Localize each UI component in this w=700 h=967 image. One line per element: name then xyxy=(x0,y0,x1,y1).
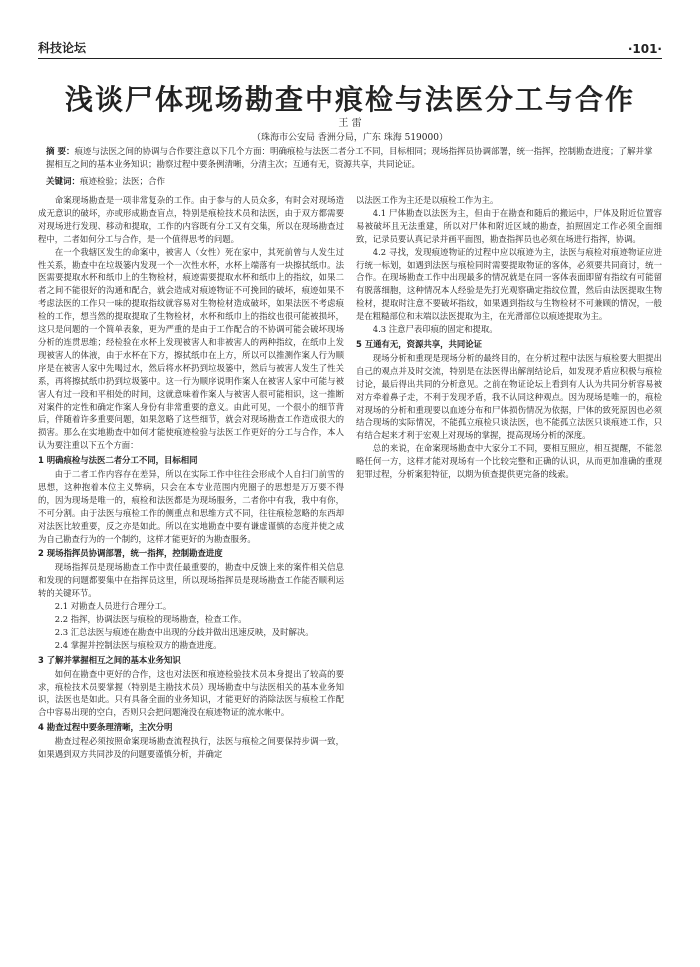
subsection-item: 2.2 指挥，协调法医与痕检的现场勘查，检查工作。 xyxy=(54,614,247,624)
paragraph: 4.2 寻找，发现痕迹物证的过程中应以痕迹为主，法医与痕检对痕迹物证应进行统一标划，如遇到法医与痕检同时需要提取物证的客体，必须要共同商讨，统一合作。在现场勘查工作中出现最多的情况就是在同一客体表面即留有指纹有可能留有脱落细胞，这种情况本人经验是先打光观察确定指纹位置，然后由法医提取生物检材，提取时注意不要破坏指纹，如果遇到指纹与生物检材不可兼顾的情况，一般是在粗糙部位和末端以法医提取为主，在光滑部位以痕迹提取为主。 xyxy=(356,246,662,322)
abstract xyxy=(46,146,654,172)
keywords xyxy=(46,176,654,189)
section-heading: 4 勘查过程中要条理清晰，主次分明 xyxy=(38,722,173,733)
header-rule xyxy=(38,58,662,59)
paragraph: 4.3 注意尸表印痕的固定和提取。 xyxy=(372,324,498,335)
section-heading: 1 明确痕检与法医二者分工不同，目标相同 xyxy=(38,455,198,466)
keywords-label: 关键词： xyxy=(46,177,81,187)
subsection-item: 2.1 对勘查人员进行合理分工。 xyxy=(54,601,172,612)
paragraph: 由于二者工作内容存在差异，所以在实际工作中往往会形成个人自扫门前雪的思想，这种抱着本位主义弊病，只会在本专业范围内兜圈子的思想是万万要不得的，因为现场是唯一的，痕检和法医都是为现场服务，二者你中有我，我中有你，不可分割。由于法医与痕检工作的侧重点和思维方式不同，往往痕检忽略的东西却对法医比较重要，反之亦是如此。所以在实地勘查中要有谦虚谨慎的态度并使之成为自己勘查行为的一个制约，这样才能更好的为勘查服务。 xyxy=(38,469,344,544)
keywords-text: 痕迹检验；法医；合作 xyxy=(80,177,166,187)
section-heading: 3 了解并掌握相互之间的基本业务知识 xyxy=(38,654,181,665)
paragraph: 现场分析和重现是现场分析的最终目的，在分析过程中法医与痕检要大胆提出自己的观点并及时交流，特别是在法医得出解剖结论后，如发现矛盾应积极与痕检讨论，最后得出共同的分析意见。之前在物证论坛上看到有人认为共同分析容易被对方牵着鼻子走，不利于发现矛盾，我不认同这种观点。因为现场是唯一的，痕检对现场的分析和重现要以血迹分布和尸体损伤情况为依据，尸体的致死原因也必须结合现场的实际情况，不能孤立痕检只谈法医，也不能孤立法医只谈痕迹工作，只有结合起来才利于宏观上对现场的掌握，提高现场分析的深度。 xyxy=(356,352,662,441)
subsection-item: 2.3 汇总法医与痕迹在勘查中出现的分歧并做出迅速反映，及时解决。 xyxy=(54,626,314,637)
article-title: 浅谈尸体现场勘查中痕检与法医分工与合作 xyxy=(64,83,635,116)
subsection-item: 2.4 掌握并控制法医与痕检双方的勘查进度。 xyxy=(54,639,222,650)
author: 王 雷 xyxy=(338,118,362,129)
body-column-right xyxy=(356,194,662,481)
section-heading: 5 互通有无，资源共享，共同论证 xyxy=(356,338,482,349)
paragraph: 在一个我辖区发生的命案中，被害人（女性）死在家中，其死前曾与人发生过性关系，勘查中在垃圾篓内发现一个一次性水杯，水杯上端落有一块擦拭纸巾。法医需要提取水杯和纸巾上的生物检材，痕迹需要提取水杯和纸巾上的指纹，如果二者之间不能很好的沟通和配合，就会造成对痕迹物证不可挽回的破坏，痕迹如果不考虑法医的工作只一味的提取指纹就容易对生物检材造成破坏，如果法医不考虑痕检的工作，想当然的提取提取了生物检材，水杯和纸巾上的指纹也很可能被损坏，这只是问题的一个简单表象，更为严重的是由于工作配合的不协调可能会破坏现场分析的连贯思维；经检验在水杯上发现被害人和非被害人的两种指纹，在纸巾上发现被害人的体液，由于水杯在下方，擦拭纸巾在上方，所以可以推测作案人行为顺序是在被害人家中先喝过水，然后将水杯扔到垃圾篓中，然后与被害人发生了性关系，再将擦拭纸巾扔到垃圾篓中。这一行为顺序说明作案人在被害人家中可能与被害人有过一段和平相处的时间，这就意味着作案人与被害人很可能相识，这一推断对案件的定性和确定作案人身份有非常重要的意义。由此可见，一个很小的细节背后，伴随着许多重要问题，如果忽略了这些细节，就会对现场勘查工作造成很大的损害。那么在实地勘查中如何才能使痕迹检验与法医工作更好的分工与合作，本人认为要注重以下五个方面： xyxy=(38,246,344,451)
paragraph: 勘查过程必须按照命案现场勘查流程执行，法医与痕检之间要保持步调一致，如果遇到双方共同涉及的问题要谨慎分析，并确定 xyxy=(38,736,344,760)
paragraph: 以法医工作为主还是以痕检工作为主。 xyxy=(356,195,499,205)
abstract-label: 摘 要： xyxy=(46,147,75,157)
affiliation: （珠海市公安局 香洲分局，广东 珠海 519000） xyxy=(252,133,448,143)
paragraph: 现场指挥员是现场勘查工作中责任最重要的，勘查中反馈上来的案件相关信息和发现的问题都要集中在指挥员这里，所以现场指挥员是现场勘查工作能否顺利运转的关键环节。 xyxy=(38,562,344,599)
abstract-text: 痕迹与法医之间的协调与合作要注意以下几个方面：明确痕检与法医二者分工不同，目标相同；现场指挥员协调部署，统一指挥，控制勘查进度；了解并掌握相互之间的基本业务知识；勘察过程中要条例清晰，分清主次；互通有无，资源共享，共同论证。 xyxy=(46,147,653,170)
running-head xyxy=(38,36,662,56)
paragraph: 总的来说，在命案现场勘查中大家分工不同，要相互照应，相互提醒，不能忽略任何一方，这样才能对现场有一个比较完整和正确的认识，从而更加准确的重现犯罪过程，分析案犯特征，以期为侦查提供更完备的线索。 xyxy=(356,443,662,480)
page-number: ·101· xyxy=(627,42,662,56)
paragraph: 4.1 尸体勘查以法医为主，但由于在勘查和随后的搬运中，尸体及附近位置容易被破坏且无法重建，所以对尸体和附近区域的勘查，拍照固定工作必须全面细致，记录员要认真记录并画平面图，勘查指挥员也必须在场进行指挥，协调。 xyxy=(356,207,662,244)
section-heading: 2 现场指挥员协调部署，统一指挥，控制勘查进度 xyxy=(38,548,223,559)
paragraph: 命案现场勘查是一项非常复杂的工作。由于参与的人员众多，有时会对现场造成无意识的破坏，亦或形成勘查盲点，特别是痕检技术员和法医，由于双方都需要对现场进行发现、移动和提取，工作的内容既有分工又有交集，所以在现场勘查过程中，二者如何分工与合作，是一个值得思考的问题。 xyxy=(38,195,344,244)
body-column-left xyxy=(38,194,344,761)
paragraph: 如何在勘查中更好的合作，这也对法医和痕迹检验技术员本身提出了较高的要求，痕检技术员要掌握（特别是主勘技术员）现场勘查中与法医相关的基本业务知识，法医也是如此。只有具备全面的业务知识，才能更好的消除法医与痕检工作配合中容易出现的空白，否则只会把问题淹没在痕迹物证的流水帐中。 xyxy=(38,668,344,718)
journal-name: 科技论坛 xyxy=(38,41,87,55)
